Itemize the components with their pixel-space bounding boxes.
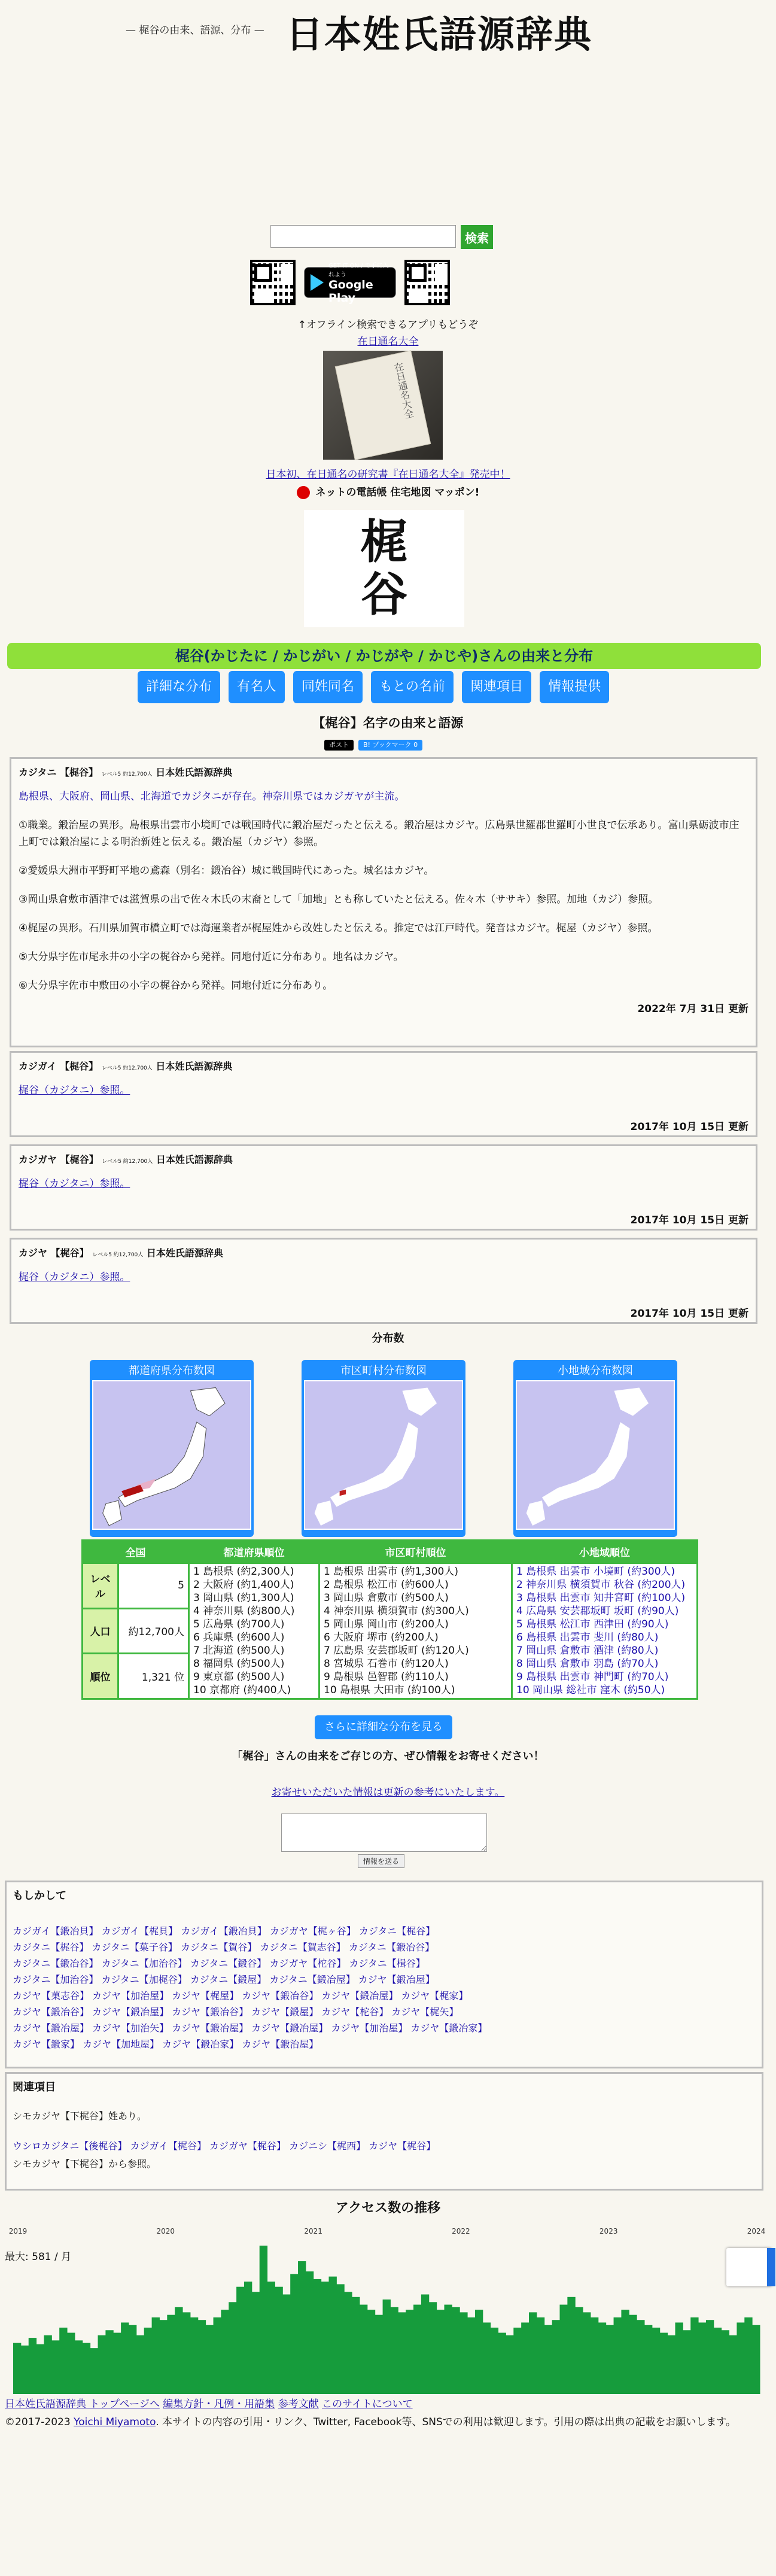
list-item[interactable]: 8 宮城県 石巻市 (約120人) — [324, 1658, 449, 1670]
chart-bar — [513, 2328, 521, 2394]
chart-bar — [144, 2328, 152, 2394]
entry-paragraph: ③岡山県倉敷市酒津では滋賀県の出で佐々木氏の末裔として「加地」とも称していたと伝える。佐々木（ササキ）参照。加地（カジ）参照。 — [19, 894, 659, 906]
entry-kanji: 【梶谷】 — [50, 1247, 89, 1259]
x-tick-label: 2021 — [304, 2227, 322, 2235]
chart-bar — [483, 2322, 491, 2394]
info-textarea[interactable] — [281, 1813, 487, 1852]
more-distribution-button[interactable]: さらに詳細な分布を見る — [315, 1715, 452, 1739]
prefecture-map[interactable] — [90, 1360, 254, 1537]
chart-bar — [506, 2335, 513, 2394]
distribution-maps — [90, 1360, 677, 1537]
tab-same-name[interactable]: 同姓同名 — [293, 671, 363, 703]
entry-source: 日本姓氏語源辞典 — [146, 1247, 223, 1259]
list-item[interactable]: カジヤ【菓志谷】 カジヤ【加治屋】 カジヤ【梶屋】 カジヤ【鍛冶谷】 カジヤ【鍛冶屋】 カジヤ【梶家】 — [13, 1990, 468, 2001]
list-item[interactable]: 9 島根県 邑智郡 (約110人) — [324, 1671, 449, 1683]
chart-bar — [175, 2307, 182, 2394]
chart-bar — [336, 2284, 344, 2394]
chart-bar — [190, 2317, 198, 2394]
app-caption: ↑オフライン検索できるアプリもどうぞ — [297, 319, 479, 331]
play-store-icon — [311, 274, 324, 291]
info-request-note[interactable]: お寄せいただいた情報は更新の参考にいたします。 — [271, 1787, 505, 1799]
chart-bar — [260, 2246, 267, 2394]
chart-bar — [221, 2310, 229, 2394]
tab-info[interactable]: 情報提供 — [540, 671, 609, 703]
entry-paragraph: 島根県、大阪府、岡山県、北海道でカジタニが存在。神奈川県ではカジガヤが主流。 — [19, 791, 405, 803]
japan-map-icon — [93, 1381, 250, 1530]
list-item[interactable]: 9 東京都 (約500人) — [193, 1671, 285, 1683]
chart-max-label: 最大: 581 / 月 — [5, 2251, 72, 2263]
chart-bar — [105, 2330, 113, 2394]
chart-bar — [275, 2287, 282, 2394]
book-image[interactable] — [323, 351, 443, 460]
entry-paragraph: ②愛媛県大洲市平野町平地の鳶森（別名：鍛冶谷）城に戦国時代にあった。城名はカジヤ。 — [19, 865, 434, 877]
chart-bar — [29, 2338, 36, 2394]
entry-reference-link[interactable]: 梶谷（カジタニ）参照。 — [19, 1178, 130, 1190]
list-item[interactable]: 4 神奈川県 (約800人) — [193, 1605, 295, 1617]
tab-famous[interactable]: 有名人 — [229, 671, 285, 703]
qr-code-icon — [404, 260, 450, 305]
list-item[interactable]: 8 岡山県 倉敷市 羽島 (約70人) — [516, 1658, 659, 1670]
list-item[interactable]: 6 島根県 出雲市 斐川 (約80人) — [516, 1632, 659, 1644]
chart-bar — [421, 2295, 429, 2394]
tab-related[interactable]: 関連項目 — [462, 671, 531, 703]
list-item[interactable]: 10 岡山県 総社市 窪木 (約50人) — [516, 1684, 665, 1696]
chart-bar — [644, 2325, 652, 2394]
chart-bar — [444, 2305, 452, 2394]
entry-rank: レベル5 約12,700人 — [101, 771, 153, 777]
chart-bar — [575, 2307, 583, 2394]
list-item[interactable]: 9 島根県 出雲市 神門町 (約70人) — [516, 1671, 669, 1683]
chart-bar — [83, 2343, 90, 2394]
rank-label: 順位 — [83, 1654, 118, 1699]
list-item[interactable]: 10 京都府 (約400人) — [193, 1684, 291, 1696]
chart-bar — [344, 2292, 352, 2394]
chart-bar — [452, 2307, 459, 2394]
phonebook-logo-icon — [297, 486, 310, 499]
entry-kanji: 【梶谷】 — [60, 1061, 99, 1072]
list-item[interactable]: カジヤ【鍛家】 カジヤ【加地屋】 カジヤ【鍛冶家】 カジヤ【鍛治屋】 — [13, 2039, 319, 2050]
chart-bar — [467, 2317, 475, 2394]
maybe-list — [13, 1923, 756, 2052]
chart-bar — [252, 2292, 260, 2394]
chart-bar — [121, 2322, 129, 2394]
chart-bar — [652, 2328, 660, 2394]
entry-paragraph: ④梶屋の異形。石川県加賀市橋立町では海運業者が梶屋姓から改姓したと伝える。推定では江戸時代。発音はカジヤ。梶屋（カジヤ）参照。 — [19, 922, 658, 934]
list-item[interactable]: カジタニ【梶谷】 カジタニ【菓子谷】 カジタニ【賀谷】 カジタニ【賀志谷】 カジタニ【鍛冶谷】 — [13, 1942, 435, 1953]
sponsor-banner[interactable] — [0, 484, 776, 499]
chart-bar — [459, 2312, 467, 2394]
entry-card — [10, 1144, 757, 1231]
chart-bar — [290, 2274, 298, 2394]
chart-bar — [390, 2307, 398, 2394]
x-tick-label: 2024 — [747, 2227, 766, 2235]
sponsor-text: ネットの電話帳 住宅地図 マッポン! — [315, 487, 480, 499]
entry-rank: レベル5 約12,700人 — [102, 1159, 153, 1165]
entry-paragraph: ⑤大分県宇佐市尾永井の小字の梶谷から発祥。同地付近に分布あり。地名はカジヤ。 — [19, 951, 404, 963]
app-links — [250, 260, 450, 305]
entry-source: 日本姓氏語源辞典 — [156, 1154, 233, 1165]
chart-bar — [375, 2315, 383, 2394]
table-header: 小地域順位 — [512, 1541, 698, 1563]
chart-bar — [598, 2322, 606, 2394]
list-item[interactable]: 2 大阪府 (約1,400人) — [193, 1579, 294, 1591]
population-value: 約12,700人 — [118, 1608, 189, 1654]
distribution-title: 分布数 — [372, 1332, 404, 1345]
entry-header — [11, 1240, 756, 1263]
chart-bar — [59, 2328, 67, 2394]
page-title: 梶谷(かじたに / かじがい / かじがや / かじや)さんの由来と分布 — [7, 643, 761, 669]
map-title: 市区町村分布数図 — [340, 1365, 427, 1377]
entry-updated: 2017年 10月 15日 更新 — [630, 1121, 748, 1133]
map-title: 都道府県分布数図 — [129, 1365, 215, 1377]
site-logo[interactable]: 日本姓氏語源辞典 — [286, 13, 593, 56]
book-cover-title: 在日通名大全 — [335, 350, 431, 460]
entry-source: 日本姓氏語源辞典 — [156, 767, 233, 778]
entry-reference-link[interactable]: 梶谷（カジタニ）参照。 — [19, 1085, 130, 1096]
chart-bar — [660, 2333, 668, 2394]
maybe-title: もしかして — [13, 1890, 66, 1902]
entry-card — [10, 1238, 757, 1324]
related-line[interactable]: シモカジヤ【下梶谷】姓あり。 — [13, 2110, 147, 2122]
origin-section-title: 【梶谷】名字の由来と語源 — [312, 716, 464, 730]
list-item[interactable]: カジタニ【加治谷】 カジタニ【加梶谷】 カジタニ【鍛屋】 カジタニ【鍛冶屋】 カジヤ【鍛冶屋】 — [13, 1974, 435, 1985]
chart-bar — [383, 2299, 391, 2394]
entry-paragraph: ①職業。鍛治屋の異形。島根県出雲市小境町では戦国時代に鍛冶屋だったと伝える。鍛冶屋はカジヤ。広島県世羅郡世羅町小世良で伝承あり。富山県砺波市庄上町では鍛冶屋による明治新姓と伝える。鍛冶屋（カジヤ）参照。 — [19, 819, 740, 848]
footer: 日本姓氏語源辞典 トップページへ 編集方針・凡例・用語集 参考文献 このサイトについて ©2017-2023 Yoichi Miyamoto. 本サイトの内容の引用・リンク、Twitter, Facebook等、SNSでの利用は歓迎します。引用の際は出典の記載をお願いします。 — [5, 2398, 737, 2428]
entry-updated: 2017年 10月 15日 更新 — [630, 1308, 748, 1320]
name-char-2: 谷 — [360, 567, 407, 622]
chart-bar — [706, 2320, 714, 2394]
tab-distribution[interactable]: 詳細な分布 — [138, 671, 220, 703]
chart-bar — [606, 2325, 614, 2394]
list-item[interactable]: 10 島根県 大田市 (約100人) — [324, 1684, 455, 1696]
chart-bar — [491, 2328, 498, 2394]
chart-bar — [398, 2312, 406, 2394]
section-tabs — [138, 671, 609, 703]
x-tick-label: 2020 — [156, 2227, 175, 2235]
send-info-button[interactable]: 情報を送る — [358, 1854, 404, 1868]
chart-bar — [113, 2333, 121, 2394]
maybe-box — [5, 1881, 763, 2068]
chart-bar — [567, 2297, 575, 2394]
chart-bar — [75, 2340, 83, 2394]
chart-bar — [498, 2333, 506, 2394]
small-area-map[interactable] — [513, 1360, 677, 1537]
chart-bar — [67, 2333, 75, 2394]
chart-bar — [429, 2302, 437, 2394]
city-map[interactable] — [302, 1360, 465, 1537]
list-item[interactable]: 7 北海道 (約500人) — [193, 1645, 285, 1657]
entry-header — [11, 759, 756, 782]
prefecture-ranking — [189, 1563, 319, 1699]
list-item[interactable]: カジガイ【鍛冶貝】 カジガイ【梶貝】 カジガイ【鍛冶貝】 カジガヤ【梶ヶ谷】 カジタニ【梶谷】 — [13, 1925, 436, 1937]
list-item[interactable]: 1 島根県 出雲市 (約1,300人) — [324, 1566, 458, 1578]
chart-bar — [90, 2348, 98, 2394]
level-value: 5 — [118, 1563, 189, 1609]
search-form — [270, 225, 493, 249]
table-header: 市区町村順位 — [319, 1541, 512, 1563]
entry-header — [11, 1146, 756, 1169]
related-line[interactable]: ウシロカジタニ【後梶谷】 カジガイ【梶谷】 カジガヤ【梶谷】 カジニシ【梶西】 カジヤ【梶谷】 — [13, 2140, 436, 2152]
chart-bar — [298, 2261, 306, 2394]
chart-bar — [282, 2295, 290, 2394]
store-small-label: GET IT ON / で手に入れよう — [328, 263, 389, 278]
chart-bar — [314, 2279, 321, 2394]
header — [0, 0, 776, 60]
small-area-ranking — [512, 1563, 698, 1699]
table-header: 全国 — [83, 1541, 189, 1563]
search-input[interactable] — [270, 225, 456, 248]
city-ranking — [319, 1563, 512, 1699]
entry-reference-link[interactable]: 梶谷（カジタニ）参照。 — [19, 1271, 130, 1283]
entry-rank: レベル5 約12,700人 — [101, 1065, 153, 1071]
list-item[interactable]: 2 島根県 松江市 (約600人) — [324, 1579, 449, 1591]
distribution-table — [81, 1539, 698, 1700]
entry-body — [11, 782, 756, 1000]
search-button[interactable]: 検索 — [461, 225, 493, 249]
entry-reading: カジガイ — [19, 1061, 57, 1072]
entry-card — [10, 1051, 757, 1137]
chart-bar — [244, 2282, 252, 2394]
name-char-1: 梶 — [360, 515, 407, 569]
list-item[interactable]: 1 島根県 (約2,300人) — [193, 1566, 294, 1578]
population-label: 人口 — [83, 1608, 118, 1654]
list-item[interactable]: 3 岡山県 倉敷市 (約500人) — [324, 1592, 449, 1604]
recaptcha-badge[interactable] — [726, 2248, 772, 2286]
footer-link-top[interactable]: 日本姓氏語源辞典 トップページへ — [5, 2398, 160, 2410]
chart-bar — [367, 2310, 375, 2394]
chart-bar — [413, 2305, 421, 2394]
chart-bar — [583, 2312, 591, 2394]
chart-bar — [552, 2320, 560, 2394]
chart-bar — [714, 2328, 722, 2394]
tab-original-name[interactable]: もとの名前 — [371, 671, 454, 703]
list-item[interactable]: 5 広島県 (約700人) — [193, 1618, 285, 1630]
x-post-button[interactable]: ポスト — [324, 740, 354, 751]
entry-header — [11, 1053, 756, 1076]
chart-bar — [13, 2343, 21, 2394]
chart-bar — [437, 2310, 445, 2394]
footer-link-about[interactable]: このサイトについて — [322, 2398, 413, 2410]
x-tick-label: 2019 — [8, 2227, 28, 2235]
store-label: Google Play — [328, 278, 373, 305]
related-title: 関連項目 — [13, 2081, 56, 2094]
list-item[interactable]: カジタニ【鍛冶谷】 カジタニ【加治谷】 カジタニ【鍛谷】 カジガヤ【柁谷】 カジタニ【楫谷】 — [13, 1958, 425, 1969]
list-item[interactable]: カジヤ【鍛冶谷】 カジヤ【鍛冶屋】 カジヤ【鍛冶谷】 カジヤ【鍛屋】 カジヤ【柁谷】 カジヤ【梶矢】 — [13, 2006, 459, 2018]
chart-bar — [236, 2287, 244, 2394]
list-item[interactable]: 4 神奈川県 横須賀市 (約300人) — [324, 1605, 469, 1617]
x-tick-label: 2022 — [452, 2227, 470, 2235]
list-item[interactable]: 7 岡山県 倉敷市 酒津 (約80人) — [516, 1645, 659, 1657]
chart-bar — [36, 2344, 44, 2394]
google-play-button[interactable] — [304, 263, 396, 305]
chart-bar — [683, 2330, 690, 2394]
chart-bar — [544, 2325, 552, 2394]
list-item[interactable]: カジヤ【鍛冶屋】 カジヤ【加治矢】 カジヤ【鍛冶屋】 カジヤ【鍛冶屋】 カジヤ【加治屋】 カジヤ【鍛冶家】 — [13, 2022, 488, 2034]
list-item[interactable]: 6 大阪府 堺市 (約200人) — [324, 1632, 439, 1644]
chart-bar — [690, 2317, 698, 2394]
entry-card — [10, 757, 757, 1047]
chart-bar — [21, 2346, 29, 2394]
list-item[interactable]: 2 神奈川県 横須賀市 秋谷 (約200人) — [516, 1579, 686, 1591]
list-item[interactable]: 7 広島県 安芸郡坂町 (約120人) — [324, 1645, 469, 1657]
map-title: 小地域分布数図 — [558, 1365, 633, 1377]
name-kanji-plate — [304, 510, 464, 627]
chart-bar — [737, 2322, 744, 2394]
rank-value: 1,321 位 — [118, 1654, 189, 1699]
chart-bar — [621, 2310, 629, 2394]
book-link[interactable]: 在日通名大全 — [357, 336, 419, 348]
chart-bar — [267, 2282, 275, 2394]
chart-bar — [229, 2302, 236, 2394]
chart-bar — [521, 2322, 529, 2394]
chart-bar — [698, 2322, 706, 2394]
chart-bar — [129, 2325, 136, 2394]
header-subtitle: — 梶谷の由来、語源、分布 — — [126, 25, 264, 37]
entry-reading: カジタニ — [19, 767, 57, 778]
japan-map-icon — [305, 1381, 462, 1530]
hatena-bookmark-button[interactable]: B! ブックマーク 0 — [358, 740, 422, 751]
chart-bar — [614, 2317, 622, 2394]
list-item[interactable]: 3 岡山県 (約1,300人) — [193, 1592, 294, 1604]
copyright: ©2017-2023 — [5, 2416, 74, 2428]
share-buttons — [324, 740, 422, 751]
access-chart — [0, 2222, 776, 2395]
chart-bar — [559, 2305, 567, 2394]
list-item[interactable]: 4 広島県 安芸郡坂町 坂町 (約90人) — [516, 1605, 679, 1617]
entry-kanji: 【梶谷】 — [60, 1154, 99, 1165]
entry-updated: 2017年 10月 15日 更新 — [630, 1214, 748, 1226]
list-item[interactable]: 5 岡山県 岡山市 (約200人) — [324, 1618, 449, 1630]
japan-map-icon — [517, 1381, 674, 1530]
entry-rank: レベル5 約12,700人 — [92, 1252, 144, 1258]
level-label: レベル — [83, 1563, 118, 1609]
footer-link-policy[interactable]: 編集方針・凡例・用語集 — [163, 2398, 275, 2410]
entry-source: 日本姓氏語源辞典 — [156, 1061, 233, 1072]
footer-link-references[interactable]: 参考文献 — [278, 2398, 319, 2410]
chart-bar — [167, 2315, 175, 2394]
chart-bar — [329, 2277, 337, 2394]
chart-bar — [722, 2330, 729, 2394]
chart-bar — [637, 2320, 644, 2394]
entry-updated: 2022年 7月 31日 更新 — [637, 1003, 748, 1015]
related-line[interactable]: シモカジヤ【下梶谷】から参照。 — [13, 2158, 157, 2170]
chart-bar — [537, 2317, 544, 2394]
chart-bar — [206, 2325, 214, 2394]
list-item[interactable]: 3 島根県 出雲市 知井宮町 (約100人) — [516, 1592, 686, 1604]
chart-bar — [475, 2310, 483, 2394]
chart-bar — [182, 2312, 190, 2394]
chart-bar — [159, 2320, 167, 2394]
chart-bar — [675, 2322, 683, 2394]
entry-reading: カジヤ — [19, 1247, 48, 1259]
qr-code-icon — [250, 260, 296, 305]
chart-bar — [98, 2335, 106, 2394]
promo-link[interactable]: 日本初、在日通名の研究書『在日通名大全』発売中！ — [266, 469, 510, 481]
entry-reading: カジガヤ — [19, 1154, 57, 1165]
chart-bar — [321, 2282, 329, 2394]
chart-bar — [529, 2312, 537, 2394]
table-header: 都道府県順位 — [189, 1541, 319, 1563]
chart-bar — [198, 2320, 206, 2394]
chart-bar — [306, 2271, 314, 2394]
x-tick-label: 2023 — [599, 2227, 618, 2235]
list-item[interactable]: 1 島根県 出雲市 小境町 (約300人) — [516, 1566, 675, 1578]
list-item[interactable]: 8 福岡県 (約500人) — [193, 1658, 285, 1670]
list-item[interactable]: 5 島根県 松江市 西津田 (約90人) — [516, 1618, 669, 1630]
chart-bar — [752, 2325, 760, 2394]
chart-bar — [44, 2335, 51, 2394]
chart-bar — [352, 2297, 360, 2394]
author-link[interactable]: Yoichi Miyamoto — [74, 2416, 156, 2428]
chart-bar — [629, 2315, 637, 2394]
chart-bar — [406, 2310, 413, 2394]
usage-notice: 本サイトの内容の引用・リンク、Twitter, Facebook等、SNSでの利用は歓迎します。引用の際は出典の記載をお願いします。 — [162, 2416, 737, 2428]
related-box — [5, 2072, 763, 2191]
chart-bar — [214, 2317, 221, 2394]
info-request-title: 「梶谷」さんの由来をご存じの方、ぜひ情報をお寄せください！ — [232, 1750, 544, 1763]
chart-bar — [51, 2340, 59, 2394]
chart-bar — [729, 2335, 737, 2394]
access-chart-title: アクセス数の推移 — [335, 2201, 441, 2216]
chart-bar — [744, 2317, 752, 2394]
entry-kanji: 【梶谷】 — [59, 767, 98, 778]
chart-bar — [668, 2335, 675, 2394]
chart-bar — [136, 2335, 144, 2394]
chart-bar — [360, 2305, 367, 2394]
list-item[interactable]: 6 兵庫県 (約600人) — [193, 1632, 285, 1644]
chart-bar — [591, 2317, 598, 2394]
entry-paragraph: ⑥大分県宇佐市中敷田の小字の梶谷から発祥。同地付近に分布あり。 — [19, 980, 333, 992]
chart-bar — [152, 2317, 160, 2394]
